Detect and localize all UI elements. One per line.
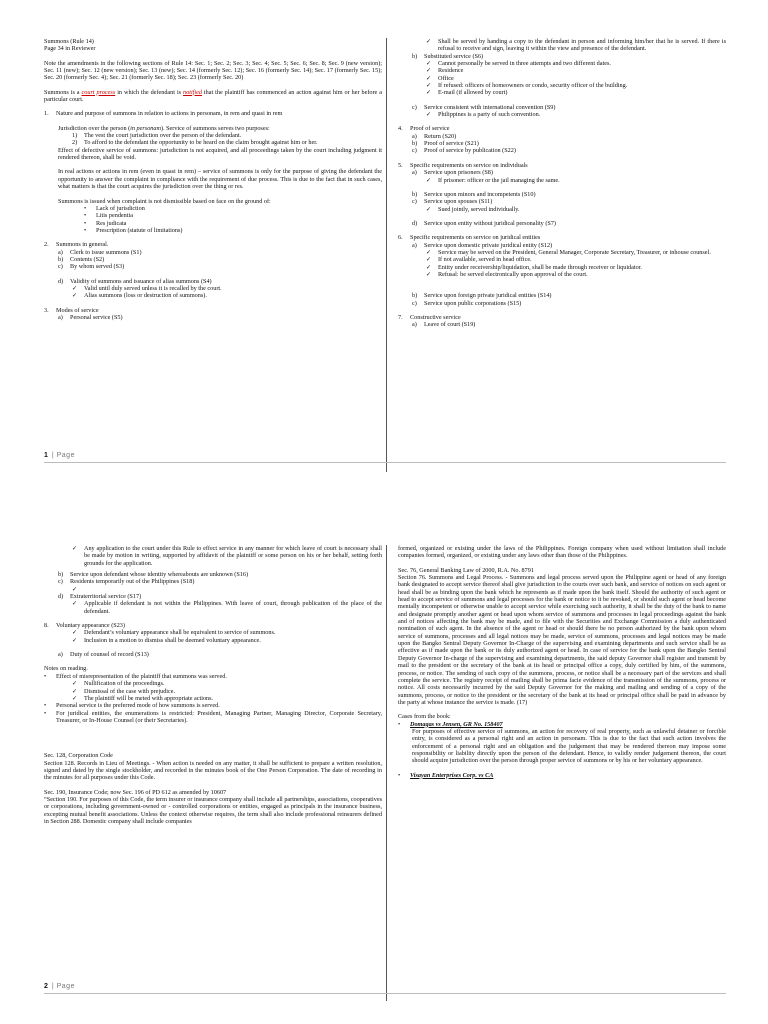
list-item: a) Service upon domestic private juridical entity (S12) xyxy=(412,241,553,249)
footer-rule xyxy=(44,993,726,994)
sec190-text: “Section 190. For purposes of this Code, the term insurer or insurance company shall include all partnerships, associations, cooperatives or corporations, including government-owned or - controlled corporations or entities, engaged as principals in the insurance business, excepting mutual benefit associations. Unless the context otherwise requires, the term shall also include professional reinsurers defined in Section 288. Domestic company shall include companies xyxy=(44,795,382,825)
list-item: ✓ Dismissal of the case with prejudice. xyxy=(72,687,176,695)
list-item: c) Service consistent with international convention (S9) xyxy=(412,103,556,111)
check-icon: ✓ xyxy=(426,89,432,97)
list-item: ✓ If not available, served in head office. xyxy=(426,256,532,264)
list-item: ✓ Sued jointly, served individually. xyxy=(426,205,520,213)
check-icon: ✓ xyxy=(426,60,432,68)
list-item xyxy=(398,772,726,779)
check-icon: ✓ xyxy=(426,205,432,213)
list-item: 2) To afford to the defendant the opportunity to be heard on the claim brought against him or her. xyxy=(72,139,318,147)
list-item: ✓ The plaintiff will be meted with appropriate actions. xyxy=(72,694,214,702)
check-icon: ✓ xyxy=(426,38,432,45)
page-two xyxy=(0,545,768,1015)
sec128-text: Section 128. Records in Lieu of Meetings. - When action is needed on any matter, it shall be sufficient to prepare a written resolution, signed and dated by the single stockholder, and recorded in the minutes book of the One Person Corporation. The date of recording in the minutes for all purposes under this Code. xyxy=(44,759,382,782)
bullet-icon: • xyxy=(84,226,87,234)
foreign-company-text: formed, organized or existing under the laws of the Philippines. Foreign company when used without limitation shall include companies formed, organized, or existing under any laws other than those of the Philippines. xyxy=(398,545,726,560)
list-item: ✓ Shall be served by handing a copy to the defendant in person and informing him/her that he is served. If there is refusal to receive and sign, leaving it within the view and presence of the defendant. xyxy=(426,38,726,53)
list-item: d) Service upon entity without juridical personality (S7) xyxy=(412,219,556,227)
check-icon: ✓ xyxy=(72,585,78,593)
check-icon: ✓ xyxy=(426,111,432,119)
bullet-icon: • xyxy=(84,204,87,212)
page-number: 2 xyxy=(44,983,48,990)
notes-heading: Notes on reading. xyxy=(44,665,88,673)
list-item: c) By whom served (S3) xyxy=(58,263,125,271)
list-item: d) Extraterritorial service (S17) xyxy=(58,593,142,601)
bullet-icon: • xyxy=(398,720,401,728)
page-one xyxy=(0,38,768,508)
page-label: | Page xyxy=(51,983,75,990)
list-item: b) Contents (S2) xyxy=(58,255,105,263)
check-icon: ✓ xyxy=(72,545,78,552)
list-item: 4. Proof of service xyxy=(398,125,450,133)
bullet-icon: • xyxy=(84,219,87,227)
list-item: ✓ Cannot personally be served in three attempts and two different dates. xyxy=(426,60,611,68)
check-icon: ✓ xyxy=(426,67,432,75)
page-one-left-column xyxy=(44,38,382,321)
page-one-right-column xyxy=(398,38,726,329)
list-item: ✓ If refused: officers of homeowners or condo, security officer of the building. xyxy=(426,82,628,90)
check-icon: ✓ xyxy=(426,176,432,184)
case-title: Visayan Enterprises Corp. vs CA xyxy=(410,771,494,779)
list-item: c) Service upon spouses (S11) xyxy=(412,198,493,206)
bullet-icon: • xyxy=(44,702,47,710)
bullet-icon: • xyxy=(84,212,87,220)
page-label: | Page xyxy=(51,452,75,459)
check-icon: ✓ xyxy=(72,680,78,688)
cases-heading: Cases from the book: xyxy=(398,713,451,721)
list-item: ✓ Alias summons (loss or destruction of summons). xyxy=(72,292,207,300)
list-item: 1) The vest the court jurisdiction over the person of the defendant. xyxy=(72,132,242,140)
list-item: ✓ Residence xyxy=(426,67,464,75)
sec128-title: Sec. 128, Corporation Code xyxy=(44,752,113,760)
column-divider xyxy=(386,38,387,472)
list-item: d) Validity of summons and issuance of alias summons (S4) xyxy=(58,277,212,285)
list-item: 1. Nature and purpose of summons in relation to actions in personam, in rem and quasi in rem xyxy=(44,110,283,118)
list-item: • For juridical entities, the enumerations is restricted: President, Managing Partner, Managing Director, Corporate Secretary, Treasurer, or In-House Counsel (or their Secretaries). xyxy=(44,709,382,724)
list-item: ✓ Entity under receivership/liquidation, shall be made through receiver or liquidator. xyxy=(426,263,642,271)
footer-rule xyxy=(44,462,726,463)
list-item: a) Duty of counsel of record (S13) xyxy=(58,651,149,659)
list-item: 2. Summons in general. xyxy=(44,241,109,249)
list-item: a) Return (S20) xyxy=(412,132,457,140)
list-item: 8. Voluntary appearance (S23) xyxy=(44,622,125,630)
list-item: • Lack of jurisdiction xyxy=(84,204,145,212)
list-item: • Effect of misrepresentation of the plaintiff that summons was served. xyxy=(44,672,227,680)
doc-title: Summons (Rule 14) xyxy=(44,38,94,45)
amendments-note: Note the amendments in the following sections of Rule 14: Sec. 1; Sec. 2; Sec. 3; Sec. 4; Sec. 5; Sec. 6; Sec. 8; Sec. 9 (new version); Sec. 11 (new); Sec. 12 (new version); Sec. 13 (new); Sec. 14 (formerly Sec. 12); Sec. 16 (formerly Sec. 14); Sec. 17 (formerly Sec. 15); Sec. 20 (formerly Sec. 4); Sec. 21 (formerly Sec. 18); Sec. 23 (formerly Sec. 20) xyxy=(44,59,382,82)
bullet-icon: • xyxy=(44,709,47,717)
list-item: ✓ Applicable if defendant is not within the Philippines. With leave of court, through publication of the place of the defendant. xyxy=(72,600,382,615)
check-icon: ✓ xyxy=(72,694,78,702)
list-item: ✓ E-mail (if allowed by court) xyxy=(426,89,508,97)
list-item: a) Personal service (S5) xyxy=(58,313,123,321)
check-icon: ✓ xyxy=(72,284,78,292)
list-item: 3. Modes of service xyxy=(44,306,99,314)
sec190-title: Sec. 190, Insurance Code; now Sec. 196 of PD 612 as amended by 10607 xyxy=(44,788,227,796)
list-item: b) Service upon defendant whose identity whereabouts are unknown (S16) xyxy=(58,571,249,579)
check-icon: ✓ xyxy=(426,263,432,271)
check-icon: ✓ xyxy=(72,292,78,300)
list-item: a) Leave of court (S19) xyxy=(412,321,476,329)
doc-subtitle: Page 34 in Reviewer xyxy=(44,45,96,53)
list-item: 5. Specific requirements on service on individuals xyxy=(398,161,528,169)
list-item: c) Residents temporarily out of the Philippines (S18) xyxy=(58,578,195,586)
page-footer xyxy=(44,452,75,459)
bullet-icon: • xyxy=(398,771,401,779)
list-item: b) Substituted service (S6) xyxy=(412,52,484,60)
page-two-right-column xyxy=(398,545,726,779)
list-item: c) Proof of service by publication (S22) xyxy=(412,147,516,155)
list-item: ✓ Nullification of the proceedings. xyxy=(72,680,165,688)
list-item: ✓ Service may be served on the President, General Manager, Corporate Secretary, Treasurer, or inhouse counsel. xyxy=(426,248,711,256)
list-item: c) Service upon public corporations (S15) xyxy=(412,299,522,307)
check-icon: ✓ xyxy=(426,82,432,90)
list-item: ✓ Inclusion in a motion to dismiss shall be deemed voluntary appearance. xyxy=(72,636,261,644)
bullet-icon: • xyxy=(44,672,47,680)
case-title: Domagas vs Jensen, GR No. 158407 xyxy=(410,720,503,728)
page-two-left-column xyxy=(44,545,382,825)
check-icon: ✓ xyxy=(426,74,432,82)
list-item: a) Service upon prisoners (S8) xyxy=(412,169,493,177)
rem-text: In real actions or actions in rem (even in quasi in rem) – service of summons is only for the purpose of giving the defendant the opportunity to answer the complaint in compliance with the requirement of due process. This is due to the fact that in such cases, what matters is that the court acquires the jurisdiction over the thing or res. xyxy=(58,168,382,191)
list-item: ✓ Refusal: be served electronically upon approval of the court. xyxy=(426,270,588,278)
list-item: 7. Constructive service xyxy=(398,313,461,321)
page-number: 1 xyxy=(44,452,48,459)
list-item: • Prescription (statute of limitations) xyxy=(84,226,183,234)
list-item: ✓ Office xyxy=(426,74,454,82)
list-item: ✓ Philippines is a party of such convention. xyxy=(426,111,541,119)
check-icon: ✓ xyxy=(72,600,78,608)
list-item xyxy=(44,586,382,593)
check-icon: ✓ xyxy=(426,248,432,256)
list-item: ✓ Valid until duly served unless it is recalled by the court. xyxy=(72,284,222,292)
list-item: ✓ Defendant’s voluntary appearance shall be equivalent to service of summons. xyxy=(72,629,276,637)
list-item: • Personal service is the preferred mode of how summons is served. xyxy=(44,702,220,710)
list-item: • Litis pendentia xyxy=(84,212,133,220)
list-item: b) Service upon foreign private juridical entities (S14) xyxy=(412,292,552,300)
list-item: b) Proof of service (S21) xyxy=(412,140,479,148)
summons-definition: Summons is a court process in which the defendant is notified that the plaintiff has commenced an action against him or her before a particular court. xyxy=(44,88,382,104)
list-item: 6. Specific requirements on service on juridical entities xyxy=(398,234,541,242)
check-icon: ✓ xyxy=(72,629,78,637)
list-item xyxy=(398,721,726,728)
sec76-title: Sec. 76, General Banking Law of 2000, R.A. No. 8791 xyxy=(398,566,534,574)
list-item: ✓ If prisoner: officer or the jail managing the same. xyxy=(426,176,560,184)
list-item: b) Service upon minors and incompetents (S10) xyxy=(412,190,536,198)
list-item: a) Clerk to issue summons (S1) xyxy=(58,248,142,256)
notified-link: notified xyxy=(183,88,202,96)
effect-text: Effect of defective service of summons: jurisdiction is not acquired, and all proceedings taken by the court including judgment it rendered thereon, shall be void. xyxy=(58,146,382,162)
sec76-text: Section 76. Summons and Legal Process. - Summons and legal process served upon the Philippine agent or head of any foreign bank designated to accept service thereof shall give jurisdiction to the courts over such bank, and service of notices on such agent or head shall be as binding upon the bank which he represents as if made upon the bank itself. Should the authority of such agent or head to accept service of summons and legal processes for the bank or notice to it be revoked, or should such agent or head become mentally incompetent or otherwise unable to accept service while exercising such authority, it shall be the duty of the bank to name and designate promptly another agent or head upon whom service of summons and processes in legal proceedings against the bank and of notices affecting the bank may be made, and to file with the Securities and Exchange Commission a duly authenticated nomination of such agent. In the absence of the agent or head or should there be no person authorized by the bank upon whom service of summons, processes and all legal notices may be made, service of summons, processes and legal notices may be made upon the Bangko Sentral Deputy Governor In-Charge of the supervising and examining departments and such service shall be as effective as if made upon the bank or its duly authorized agent or head. In case of service for the bank upon the Bangko Sentral Deputy Governor In-charge of the supervising and examining departments, the said deputy Governor shall register and transmit by mail to the president or the secretary of the bank at its head or principal office a copy, duly certified by him, of the summons, process, or notice. The sending of such copy of the summons, process, or notice shall be a necessary part of the services and shall complete the service. The registry receipt of mailing shall be prima facie evidence of the transmission of the summons, process or notice. All costs necessarily incurred by the said Deputy Governor for the making and mailing and sending of a copy of the summons, process, or notice to the president or the secretary of the bank at its head or principal office shall be paid in advance by the party at whose instance the service is made. (17) xyxy=(398,574,726,706)
dismiss-intro: Summons is issued when complaint is not dismissible based on face on the ground of: xyxy=(58,197,271,205)
page-footer xyxy=(44,983,75,990)
case-summary: For purposes of effective service of summons, an action for recovery of real property, such as unlawful detainer or forcible entry, is considered as a personal right and an action in personam. This is due to the fact that such action involves the enforcement of a personal right and an obligation and the judgement that may be rendered thereon may impose some responsibility or liability directly upon the person of the defendant. Hence, to validly render judgement thereon, the court should acquire jurisdiction over the person through proper service of summons or by his or her voluntary appearance. xyxy=(412,727,726,765)
check-icon: ✓ xyxy=(72,636,78,644)
column-divider xyxy=(386,545,387,1001)
check-icon: ✓ xyxy=(426,256,432,264)
list-item: • Res judicata xyxy=(84,219,127,227)
list-item: ✓ Any application to the court under this Rule to effect service in any manner for which leave of court is necessary shall be made by motion in writing, supported by affidavit of the plaintiff or some person on his or her behalf, setting forth grounds for the application. xyxy=(72,545,382,567)
check-icon: ✓ xyxy=(426,270,432,278)
jurisdiction-text: Jurisdiction over the person (in personam). Service of summons serves two purposes: xyxy=(58,124,270,132)
court-process-link: court process xyxy=(81,88,116,96)
check-icon: ✓ xyxy=(72,687,78,695)
